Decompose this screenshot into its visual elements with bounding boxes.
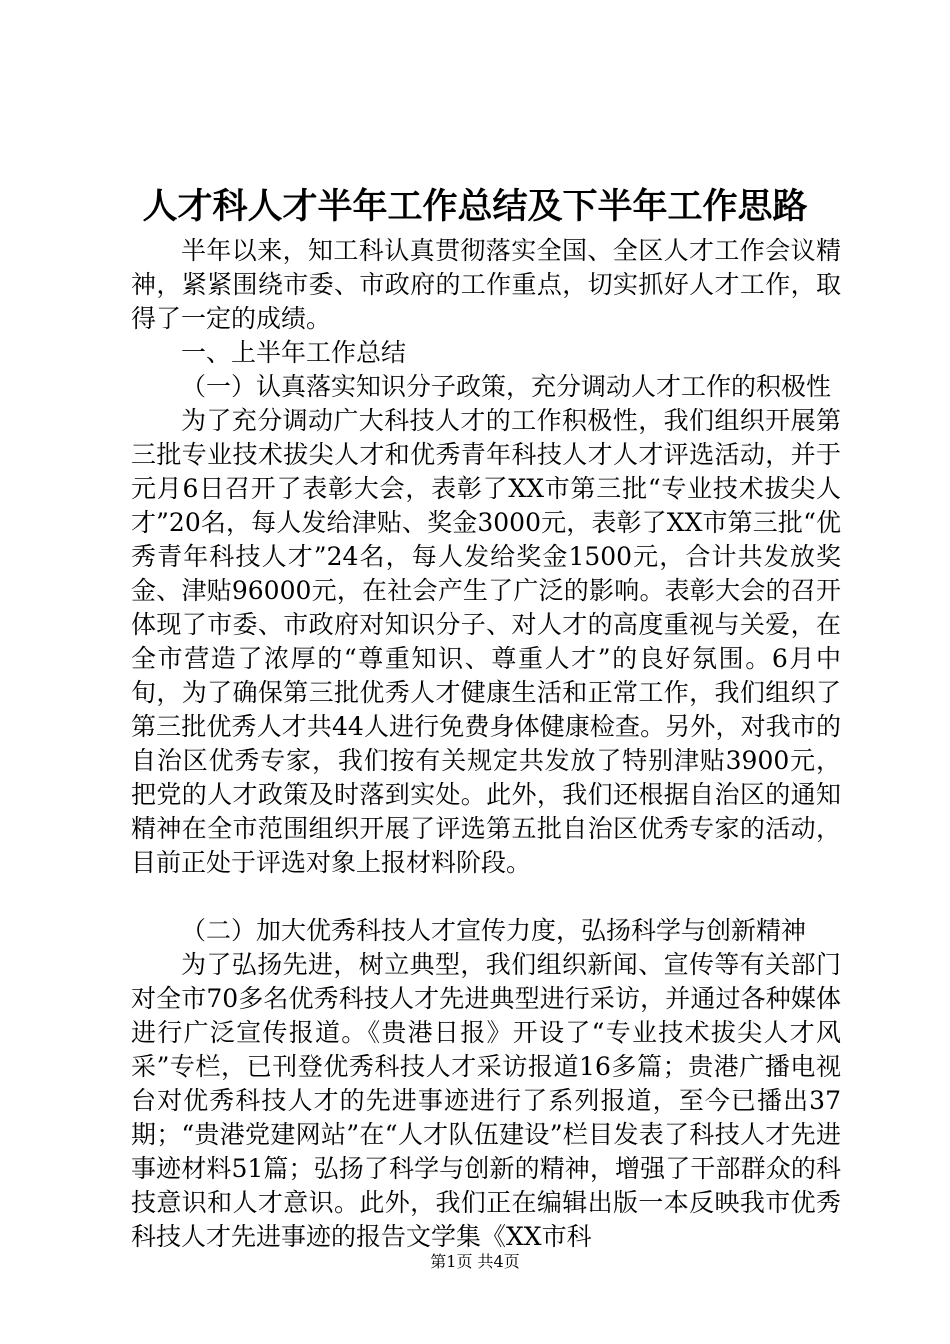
section-heading: 一、上半年工作总结 [181, 338, 407, 367]
body-paragraph-2: 为了弘扬先进，树立典型，我们组织新闻、宣传等有关部门对全市70多名优秀科技人才先进典型进行采访，并通过各种媒体进行广泛宣传报道。《贵港日报》开设了“专业技术拔尖人才风采”专栏，已刊登优秀科技人才采访报道16多篇；贵港广播电视台对优秀科技人才的先进事迹进行了系列报道，至今已播出37期；“贵港党建网站”在“人才队伍建设”栏目发表了科技人才先进事迹材料51篇；弘扬了科学与创新的精神，增强了干部群众的科技意识和人才意识。此外，我们正在编辑出版一本反映我市优秀科技人才先进事迹的报告文学集《XX市科 [131, 950, 841, 1251]
paragraph-spacer [131, 880, 841, 914]
document-title: 人才科人才半年工作总结及下半年工作思路 [142, 186, 808, 227]
intro-paragraph: 半年以来，知工科认真贯彻落实全国、全区人才工作会议精神，紧紧围绕市委、市政府的工作重点，切实抓好人才工作，取得了一定的成绩。 [131, 236, 841, 333]
body-paragraph-1: 为了充分调动广大科技人才的工作积极性，我们组织开展第三批专业技术拔尖人才和优秀青年科技人才人才评选活动，并于元月6日召开了表彰大会，表彰了XX市第三批“专业技术拔尖人才”20名，每人发给津贴、奖金3000元，表彰了XX市第三批“优秀青年科技人才”24名，每人发给奖金1500元，合计共发放奖金、津贴96000元，在社会产生了广泛的影响。表彰大会的召开体现了市委、市政府对知识分子、对人才的高度重视与关爱，在全市营造了浓厚的“尊重知识、尊重人才”的良好氛围。6月中旬，为了确保第三批优秀人才健康生活和正常工作，我们组织了第三批优秀人才共44人进行免费身体健康检查。另外，对我市的自治区优秀专家，我们按有关规定共发放了特别津贴3900元，把党的人才政策及时落到实处。此外，我们还根据自治区的通知精神在全市范围组织开展了评选第五批自治区优秀专家的活动，目前正处于评选对象上报材料阶段。 [131, 406, 841, 877]
page-footer: 第1页 共4页 [430, 1252, 520, 1271]
subsection-heading-1: （一）认真落实知识分子政策，充分调动人才工作的积极性 [181, 372, 832, 401]
document-body [131, 234, 841, 1254]
subsection-heading-2: （二）加大优秀科技人才宣传力度，弘扬科学与创新精神 [181, 916, 807, 945]
